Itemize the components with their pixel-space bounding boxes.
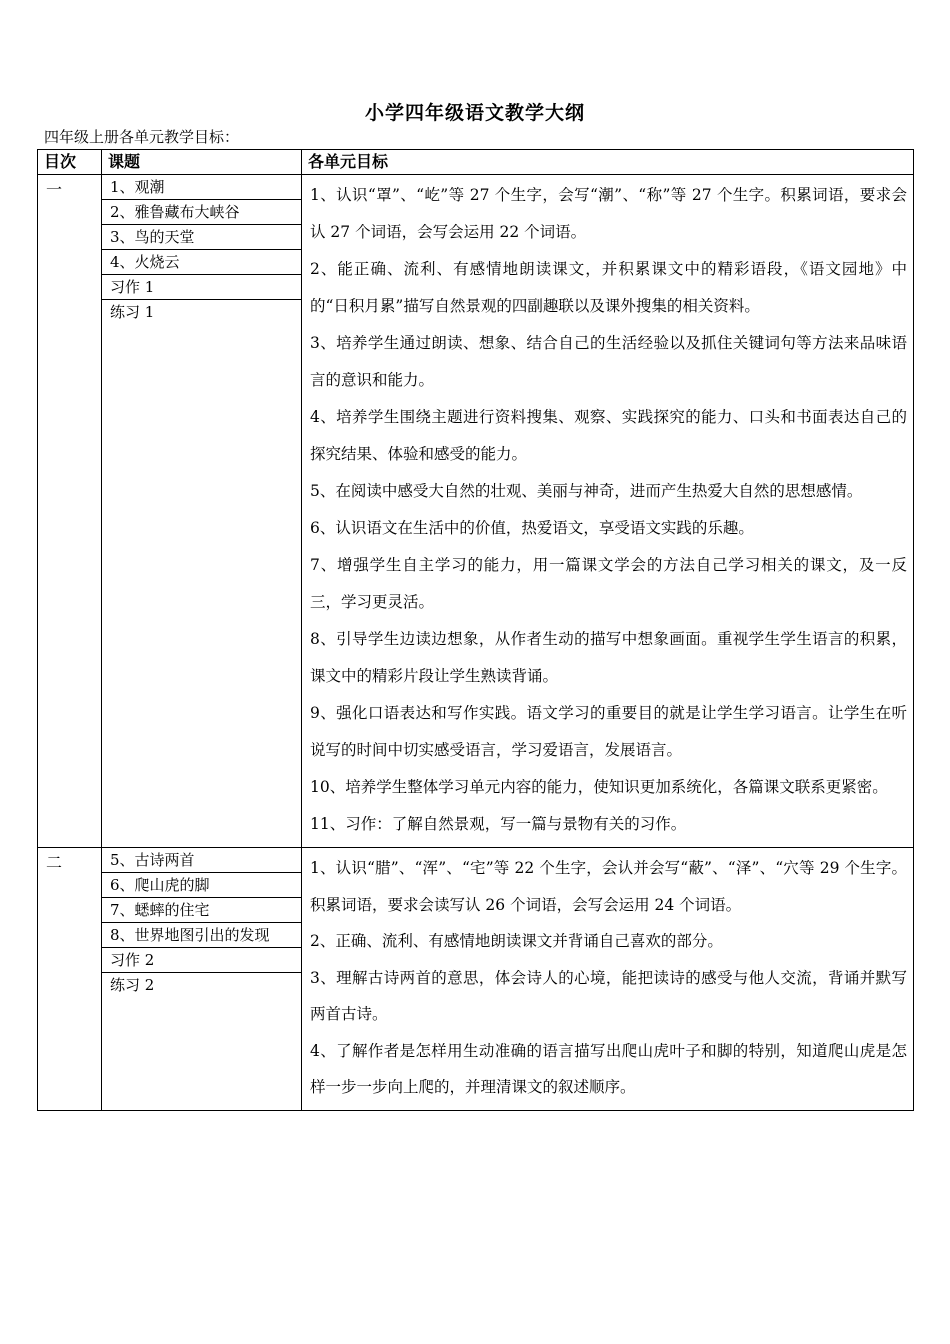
lesson-cell xyxy=(102,175,302,848)
list-item: 1、观潮 xyxy=(102,175,301,200)
list-item: 练习 1 xyxy=(110,303,155,321)
goals-cell xyxy=(302,848,914,1111)
goal-item: 10、培养学生整体学习单元内容的能力，使知识更加系统化，各篇课文联系更紧密。 xyxy=(310,778,888,796)
list-item: 5、古诗两首 xyxy=(102,848,301,873)
goal-item: 3、培养学生通过朗读、想象、结合自己的生活经验以及抓住关键词句等方法来品味语言的意识和能力。 xyxy=(310,334,907,389)
header-goals: 各单元目标 xyxy=(302,150,914,175)
goal-item: 1、认识“罩”、“屹”等 27 个生字，会写“潮”、“称”等 27 个生字。积累词语，要求会认 27 个词语，会写会运用 22 个词语。 xyxy=(310,186,907,241)
unit-number: 二 xyxy=(38,848,102,1111)
goal-item: 5、在阅读中感受大自然的壮观、美丽与神奇，进而产生热爱大自然的思想感情。 xyxy=(310,482,863,500)
goal-item: 4、了解作者是怎样用生动准确的语言描写出爬山虎叶子和脚的特别，知道爬山虎是怎样一步一步向上爬的，并理清课文的叙述顺序。 xyxy=(310,1041,907,1096)
table-header-row xyxy=(38,150,914,175)
list-item: 8、世界地图引出的发现 xyxy=(102,923,301,948)
goal-item: 3、理解古诗两首的意思，体会诗人的心境，能把读诗的感受与他人交流，背诵并默写两首古诗。 xyxy=(310,968,907,1023)
lesson-cell xyxy=(102,848,302,1111)
list-item: 习作 2 xyxy=(102,948,301,973)
list-item: 2、雅鲁藏布大峡谷 xyxy=(102,200,301,225)
goal-item: 9、强化口语表达和写作实践。语文学习的重要目的就是让学生学习语言。让学生在听说写的时间中切实感受语言，学习爱语言，发展语言。 xyxy=(310,704,907,759)
list-item: 练习 2 xyxy=(110,976,155,994)
goal-item: 2、正确、流利、有感情地朗读课文并背诵自己喜欢的部分。 xyxy=(310,932,723,950)
goal-item: 4、培养学生围绕主题进行资料搜集、观察、实践探究的能力、口头和书面表达自己的探究结果、体验和感受的能力。 xyxy=(310,408,907,463)
goal-item: 11、习作：了解自然景观，写一篇与景物有关的习作。 xyxy=(310,815,687,833)
unit-row-2 xyxy=(38,848,914,1111)
list-item: 6、爬山虎的脚 xyxy=(102,873,301,898)
goals-cell xyxy=(302,175,914,848)
unit-row-1 xyxy=(38,175,914,848)
list-item: 习作 1 xyxy=(102,275,301,300)
list-item: 4、火烧云 xyxy=(102,250,301,275)
list-item: 3、鸟的天堂 xyxy=(102,225,301,250)
document-subtitle: 四年级上册各单元教学目标： xyxy=(44,128,240,146)
goal-item: 6、认识语文在生活中的价值，热爱语文，享受语文实践的乐趣。 xyxy=(310,519,754,537)
goal-item: 2、能正确、流利、有感情地朗读课文，并积累课文中的精彩语段，《语文园地》中的“日积月累”描写自然景观的四副趣联以及课外搜集的相关资料。 xyxy=(310,260,907,315)
unit-number: 一 xyxy=(38,175,102,848)
header-chapter: 目次 xyxy=(38,150,102,175)
document-title: 小学四年级语文教学大纲 xyxy=(364,102,585,124)
goal-item: 8、引导学生边读边想象，从作者生动的描写中想象画面。重视学生学生语言的积累，课文中的精彩片段让学生熟读背诵。 xyxy=(310,630,907,685)
teaching-outline-table xyxy=(37,149,914,1111)
goal-item: 7、增强学生自主学习的能力，用一篇课文学会的方法自己学习相关的课文，及一反三，学习更灵活。 xyxy=(310,556,907,611)
lesson-list xyxy=(102,848,301,997)
list-item: 7、蟋蟀的住宅 xyxy=(102,898,301,923)
header-lesson: 课题 xyxy=(102,150,302,175)
goal-item: 1、认识“腊”、“浑”、“宅”等 22 个生字，会认并会写“蔽”、“泽”、“穴等 29 个生字。积累词语，要求会读写认 26 个词语，会写会运用 24 个词语。 xyxy=(310,859,907,914)
lesson-list xyxy=(102,175,301,324)
